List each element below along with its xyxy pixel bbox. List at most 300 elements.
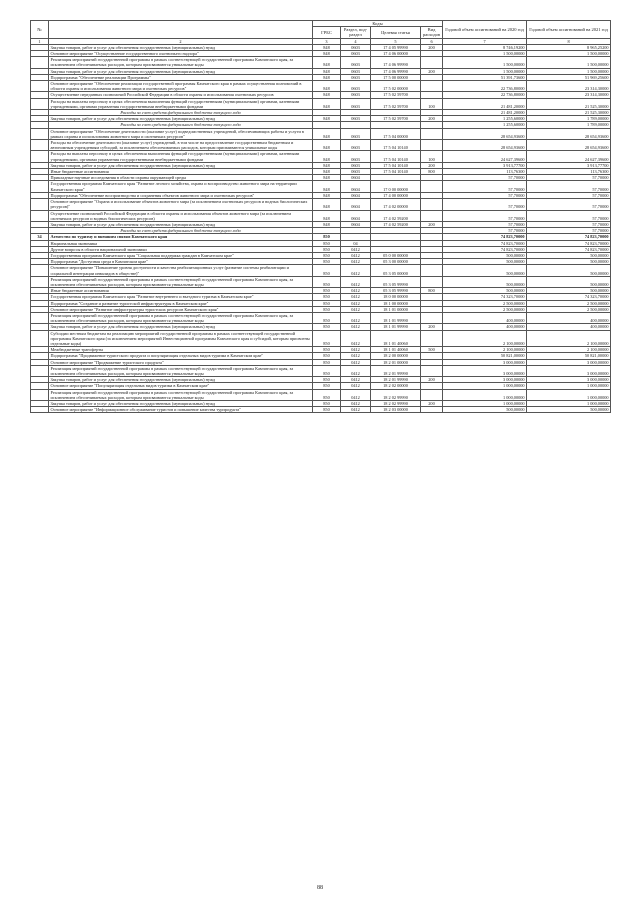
row-amount-2021-cell: 1 500,00000 <box>527 57 611 68</box>
row-amount-2020-cell: 400,00000 <box>443 324 527 330</box>
row-grbs-cell: 850 <box>313 312 341 323</box>
header-amount-2020: Годовой объем ассигнований на 2020 год <box>443 21 527 39</box>
row-grbs-cell: 850 <box>313 234 341 240</box>
row-razdel-cell: 0412 <box>341 276 371 287</box>
row-number-cell <box>31 140 49 151</box>
row-amount-2021-cell: 1 500,00000 <box>527 68 611 74</box>
row-amount-2020-cell: 22 736,80000 <box>443 81 527 92</box>
row-grbs-cell: 848 <box>313 169 341 175</box>
row-grbs-cell: 850 <box>313 300 341 306</box>
table-row <box>31 312 611 323</box>
row-grbs-cell: 848 <box>313 192 341 198</box>
header-expense-type: Вид расходов <box>421 27 443 38</box>
row-grbs-cell: 850 <box>313 288 341 294</box>
row-razdel-cell: 0603 <box>341 44 371 50</box>
row-razdel-cell: 04 <box>341 240 371 246</box>
row-razdel-cell: 0604 <box>341 175 371 181</box>
table-row <box>31 128 611 139</box>
row-amount-2020-cell: 400,00000 <box>443 312 527 323</box>
row-amount-2020-cell: 1 255,60000 <box>443 116 527 122</box>
row-target-article-cell: 18 2 03 00000 <box>371 407 421 413</box>
row-amount-2020-cell: 50 821,00000 <box>443 353 527 359</box>
row-expense-type-cell <box>421 140 443 151</box>
row-grbs-cell: 850 <box>313 401 341 407</box>
row-amount-2021-cell: 1 500,00000 <box>527 51 611 57</box>
row-name-cell: Закупка товаров, работ и услуг для обеспечения государственных (муниципальных) нужд <box>49 377 313 383</box>
row-amount-2020-cell: 1 255,60000 <box>443 122 527 128</box>
row-amount-2021-cell: 400,00000 <box>527 324 611 330</box>
col-number: 7 <box>443 38 527 44</box>
row-name-cell: Осуществление полномочий Российской Федерации в области охраны и использования объектов животного мира (за исключением охотничьих ресурсов и водных биологических ресурсов) <box>49 210 313 221</box>
row-amount-2021-cell: 2 500,00000 <box>527 300 611 306</box>
row-amount-2021-cell: 1 789,00000 <box>527 116 611 122</box>
row-target-article-cell: 18 0 00 00000 <box>371 294 421 300</box>
table-row <box>31 365 611 376</box>
table-row <box>31 330 611 347</box>
row-amount-2021-cell: 23 314,30000 <box>527 81 611 92</box>
row-razdel-cell: 0604 <box>341 192 371 198</box>
row-razdel-cell: 0412 <box>341 265 371 276</box>
row-number-cell <box>31 181 49 192</box>
table-row <box>31 98 611 109</box>
row-amount-2021-cell: 28 654,93600 <box>527 140 611 151</box>
row-expense-type-cell <box>421 81 443 92</box>
row-razdel-cell: 0412 <box>341 288 371 294</box>
row-grbs-cell: 848 <box>313 162 341 168</box>
row-amount-2020-cell: 74 823,70000 <box>443 246 527 252</box>
row-expense-type-cell: 800 <box>421 288 443 294</box>
row-amount-2020-cell: 500,00000 <box>443 259 527 265</box>
row-razdel-cell: 0412 <box>341 324 371 330</box>
row-amount-2021-cell: 500,00000 <box>527 265 611 276</box>
row-amount-2020-cell: 8 746,19200 <box>443 44 527 50</box>
row-name-cell: Государственная программа Камчатского края "Социальная поддержка граждан в Камчатском крае" <box>49 252 313 258</box>
col-number: 6 <box>421 38 443 44</box>
row-target-article-cell: 18 2 01 99990 <box>371 377 421 383</box>
row-target-article-cell: 18 2 02 99990 <box>371 389 421 400</box>
row-razdel-cell: 0603 <box>341 162 371 168</box>
row-name-cell: Прикладные научные исследования в области охраны окружающей среды <box>49 175 313 181</box>
row-razdel-cell: 0603 <box>341 140 371 151</box>
row-amount-2020-cell: 1 000,00000 <box>443 383 527 389</box>
row-expense-type-cell: 500 <box>421 347 443 353</box>
col-number: 2 <box>49 38 313 44</box>
row-amount-2021-cell: 2 100,00000 <box>527 330 611 347</box>
row-number-cell <box>31 57 49 68</box>
header-num: № <box>31 21 49 39</box>
row-amount-2021-cell: 1 000,00000 <box>527 401 611 407</box>
row-amount-2021-cell: 500,00000 <box>527 252 611 258</box>
row-grbs-cell: 850 <box>313 265 341 276</box>
row-amount-2020-cell: 500,00000 <box>443 407 527 413</box>
row-name-cell: Закупка товаров, работ и услуг для обеспечения государственных (муниципальных) нужд <box>49 162 313 168</box>
row-grbs-cell: 848 <box>313 128 341 139</box>
row-amount-2021-cell: 21 525,30000 <box>527 98 611 109</box>
row-expense-type-cell <box>421 265 443 276</box>
row-amount-2020-cell: 21 481,20000 <box>443 110 527 116</box>
row-target-article-cell: 18 1 01 00000 <box>371 306 421 312</box>
row-target-article-cell: 17 4 06 99990 <box>371 68 421 74</box>
row-amount-2021-cell: 1 000,00000 <box>527 383 611 389</box>
row-target-article-cell: 17 5 02 59700 <box>371 116 421 122</box>
row-razdel-cell: 0603 <box>341 81 371 92</box>
row-name-cell: Закупка товаров, работ и услуг для обеспечения государственных (муниципальных) нужд <box>49 44 313 50</box>
row-grbs-cell: 848 <box>313 68 341 74</box>
row-amount-2021-cell: 21 525,30000 <box>527 110 611 116</box>
row-target-article-cell: 18 2 01 99990 <box>371 365 421 376</box>
row-amount-2020-cell: 57,70000 <box>443 210 527 221</box>
row-number-cell <box>31 81 49 92</box>
header-grbs: ГРБС <box>313 27 341 38</box>
row-grbs-cell: 848 <box>313 51 341 57</box>
row-number-cell <box>31 330 49 347</box>
row-amount-2020-cell: 3 913,77700 <box>443 162 527 168</box>
row-amount-2020-cell: 57,70000 <box>443 228 527 234</box>
row-expense-type-cell: 100 <box>421 98 443 109</box>
row-grbs-cell: 848 <box>313 181 341 192</box>
row-amount-2020-cell: 1 500,00000 <box>443 68 527 74</box>
row-grbs-cell: 850 <box>313 377 341 383</box>
row-amount-2021-cell: 57,70000 <box>527 175 611 181</box>
row-number-cell <box>31 312 49 323</box>
row-amount-2021-cell: 400,00000 <box>527 312 611 323</box>
col-number: 8 <box>527 38 611 44</box>
row-expense-type-cell <box>421 128 443 139</box>
row-amount-2021-cell: 8 965,25200 <box>527 44 611 50</box>
row-target-article-cell: 18 2 01 00000 <box>371 359 421 365</box>
row-number-cell <box>31 98 49 109</box>
row-expense-type-cell: 200 <box>421 44 443 50</box>
row-name-cell: Основное мероприятие "Обеспечение деятельности (оказание услуг) подведомственных учреждений, обеспечивающих работы и услуги в рамках охраны и использования животного мира и охотничьих ресурсов" <box>49 128 313 139</box>
row-name-cell: Подпрограмма "Обеспечение реализации Программы" <box>49 74 313 80</box>
row-target-article-cell: 17 4 05 99990 <box>371 44 421 50</box>
row-name-cell: Подпрограмма "Доступная среда в Камчатском крае" <box>49 259 313 265</box>
row-amount-2021-cell: 500,00000 <box>527 276 611 287</box>
row-amount-2021-cell: 57,70000 <box>527 199 611 210</box>
row-name-cell: Закупка товаров, работ и услуг для обеспечения государственных (муниципальных) нужд <box>49 116 313 122</box>
header-target-article: Целевая статья <box>371 27 421 38</box>
row-expense-type-cell: 200 <box>421 162 443 168</box>
row-amount-2020-cell: 74 323,70000 <box>443 294 527 300</box>
table-row <box>31 57 611 68</box>
header-amount-2021: Годовой объем ассигнований на 2021 год <box>527 21 611 39</box>
table-header <box>31 21 611 45</box>
row-razdel-cell: 0412 <box>341 259 371 265</box>
row-name-cell: Основное мероприятие "Информационное обслуживание туристов и повышение качества турпродукта" <box>49 407 313 413</box>
row-amount-2020-cell: 1 000,00000 <box>443 401 527 407</box>
row-amount-2021-cell: 3 000,00000 <box>527 365 611 376</box>
row-name-cell: Государственная программа Камчатского края "Развитие внутреннего и въездного туризма в Камчатском крае" <box>49 294 313 300</box>
row-target-article-cell: 18 2 02 99990 <box>371 401 421 407</box>
row-grbs-cell: 850 <box>313 365 341 376</box>
row-name-cell: Агентство по туризму и внешним связям Камчатского края <box>49 234 313 240</box>
row-target-article-cell: 17 5 02 00000 <box>371 81 421 92</box>
row-amount-2021-cell: 500,00000 <box>527 288 611 294</box>
row-amount-2020-cell: 51 391,73600 <box>443 74 527 80</box>
row-expense-type-cell <box>421 330 443 347</box>
row-razdel-cell: 0604 <box>341 221 371 227</box>
row-grbs-cell: 850 <box>313 359 341 365</box>
row-grbs-cell: 850 <box>313 324 341 330</box>
row-razdel-cell: 0412 <box>341 401 371 407</box>
row-razdel-cell: 0603 <box>341 151 371 162</box>
row-grbs-cell: 848 <box>313 210 341 221</box>
row-amount-2020-cell: 57,70000 <box>443 175 527 181</box>
row-expense-type-cell <box>421 407 443 413</box>
row-target-article-cell: 17 5 02 59700 <box>371 98 421 109</box>
row-name-cell: Межбюджетные трансферты <box>49 347 313 353</box>
row-target-article-cell: 05 3 05 00000 <box>371 265 421 276</box>
row-grbs-cell: 848 <box>313 74 341 80</box>
row-grbs-cell: 850 <box>313 246 341 252</box>
row-name-cell: Реализация мероприятий государственной программы в рамках соответствующей государственной программы Камчатского края, за исключением обеспечиваемых расходов, которым присваиваются уникальные коды <box>49 57 313 68</box>
row-amount-2021-cell: 500,00000 <box>527 259 611 265</box>
row-amount-2020-cell: 1 500,00000 <box>443 51 527 57</box>
row-grbs-cell: 850 <box>313 240 341 246</box>
row-target-article-cell: 18 2 00 00000 <box>371 353 421 359</box>
row-expense-type-cell: 200 <box>421 324 443 330</box>
row-amount-2021-cell: 28 654,93600 <box>527 128 611 139</box>
table-row <box>31 181 611 192</box>
row-amount-2020-cell: 22 736,80000 <box>443 92 527 98</box>
row-amount-2021-cell: 74 823,70000 <box>527 234 611 240</box>
table-row <box>31 389 611 400</box>
row-amount-2021-cell: 57,70000 <box>527 221 611 227</box>
row-grbs-cell: 850 <box>313 259 341 265</box>
row-razdel-cell: 0603 <box>341 128 371 139</box>
row-name-cell: Расходы за счет средств федерального бюджета текущего года <box>49 228 313 234</box>
row-name-cell: Расходы за счет средств федерального бюджета текущего года <box>49 122 313 128</box>
row-target-article-cell: 17 5 04 10140 <box>371 140 421 151</box>
row-name-cell: Государственная программа Камчатского края "Развитие лесного хозяйства, охрана и воспроизводство животного мира на территории Камчатского края" <box>49 181 313 192</box>
row-razdel-cell: 0412 <box>341 359 371 365</box>
table-row <box>31 151 611 162</box>
row-amount-2021-cell: 2 500,00000 <box>527 306 611 312</box>
row-razdel-cell: 0412 <box>341 365 371 376</box>
row-target-article-cell: 05 3 00 00000 <box>371 259 421 265</box>
col-number: 3 <box>313 38 341 44</box>
row-grbs-cell: 850 <box>313 347 341 353</box>
row-amount-2020-cell: 74 823,70000 <box>443 234 527 240</box>
row-number-cell <box>31 199 49 210</box>
table-row <box>31 210 611 221</box>
row-amount-2021-cell: 57,70000 <box>527 210 611 221</box>
row-expense-type-cell: 200 <box>421 377 443 383</box>
table-row <box>31 199 611 210</box>
row-razdel-cell: 0603 <box>341 57 371 68</box>
row-number-cell: 34 <box>31 234 49 240</box>
col-number: 1 <box>31 38 49 44</box>
row-name-cell: Подпрограмма "Продвижение туристского продукта и популяризация отдельных видов туризма в Камчатском крае" <box>49 353 313 359</box>
row-razdel-cell: 0603 <box>341 98 371 109</box>
row-grbs-cell: 848 <box>313 140 341 151</box>
row-name-cell: Иные бюджетные ассигнования <box>49 169 313 175</box>
row-grbs-cell: 848 <box>313 199 341 210</box>
row-target-article-cell: 17 5 04 10140 <box>371 151 421 162</box>
row-amount-2021-cell: 23 314,30000 <box>527 92 611 98</box>
row-target-article-cell: 17 4 06 00000 <box>371 51 421 57</box>
row-amount-2020-cell: 28 654,93600 <box>443 140 527 151</box>
row-grbs-cell: 850 <box>313 353 341 359</box>
row-amount-2020-cell: 21 481,20000 <box>443 98 527 109</box>
row-amount-2020-cell: 2 100,00000 <box>443 347 527 353</box>
row-target-article-cell: 17 4 02 59200 <box>371 210 421 221</box>
row-expense-type-cell: 200 <box>421 401 443 407</box>
row-expense-type-cell <box>421 199 443 210</box>
row-target-article-cell: 17 0 00 00000 <box>371 181 421 192</box>
row-amount-2021-cell: 74 823,70000 <box>527 240 611 246</box>
row-amount-2020-cell: 500,00000 <box>443 276 527 287</box>
row-expense-type-cell <box>421 181 443 192</box>
row-name-cell: Национальная экономика <box>49 240 313 246</box>
row-grbs-cell: 848 <box>313 98 341 109</box>
row-name-cell: Закупка товаров, работ и услуг для обеспечения государственных (муниципальных) нужд <box>49 68 313 74</box>
table-row <box>31 407 611 413</box>
row-amount-2020-cell: 1 500,00000 <box>443 57 527 68</box>
row-number-cell <box>31 389 49 400</box>
row-razdel-cell: 0412 <box>341 407 371 413</box>
row-target-article-cell: 18 1 01 99990 <box>371 312 421 323</box>
row-number-cell <box>31 128 49 139</box>
row-razdel-cell: 0412 <box>341 389 371 400</box>
table-row <box>31 81 611 92</box>
table-row <box>31 265 611 276</box>
row-grbs-cell: 848 <box>313 116 341 122</box>
row-grbs-cell: 848 <box>313 57 341 68</box>
row-name-cell: Основное мероприятие "Развитие инфраструктуры туристских ресурсов Камчатского края" <box>49 306 313 312</box>
row-number-cell <box>31 265 49 276</box>
row-amount-2020-cell: 113,76300 <box>443 169 527 175</box>
budget-table <box>30 20 611 413</box>
row-amount-2020-cell: 1 000,00000 <box>443 389 527 400</box>
row-target-article-cell: 17 4 02 59200 <box>371 221 421 227</box>
row-number-cell <box>31 365 49 376</box>
row-target-article-cell: 18 1 01 99990 <box>371 324 421 330</box>
row-number-cell <box>31 151 49 162</box>
row-grbs-cell: 848 <box>313 92 341 98</box>
row-amount-2020-cell: 500,00000 <box>443 265 527 276</box>
row-grbs-cell: 848 <box>313 175 341 181</box>
row-name-cell: Реализация мероприятий государственной программы в рамках соответствующей государственной программы Камчатского края, за исключением обеспечиваемых расходов, которым присваиваются уникальные коды <box>49 312 313 323</box>
row-name-cell: Основное мероприятие "Охрана и использование объектов животного мира (за исключением охотничьих ресурсов и водных биологических ресурсов)" <box>49 199 313 210</box>
row-amount-2021-cell: 57,70000 <box>527 181 611 192</box>
header-razdel: Раздел, под-раздел <box>341 27 371 38</box>
row-name-cell: Расходы на обеспечение деятельности (оказание услуг) учреждений, в том числе на предоставление государственным бюджетным и автономным учреждениям субсидий, за исключением обеспечиваемых расходов, которым присваиваются уникальные коды <box>49 140 313 151</box>
row-razdel-cell: 0412 <box>341 300 371 306</box>
row-amount-2021-cell: 24 627,39600 <box>527 151 611 162</box>
row-grbs-cell: 850 <box>313 276 341 287</box>
row-target-article-cell: 05 0 00 00000 <box>371 252 421 258</box>
row-razdel-cell: 0603 <box>341 92 371 98</box>
row-amount-2021-cell: 74 823,70000 <box>527 246 611 252</box>
row-amount-2020-cell: 57,70000 <box>443 192 527 198</box>
row-amount-2020-cell: 24 627,39600 <box>443 151 527 162</box>
row-amount-2021-cell: 3 913,77700 <box>527 162 611 168</box>
row-razdel-cell: 0604 <box>341 199 371 210</box>
row-name-cell: Субсидии местным бюджетам на реализацию мероприятий государственной программы в рамках соответствующей государственной программы Камчатского края (за исключением мероприятий Инвестиционной программы Камчатского края и субсидий, которым присвоены отдельные коды) <box>49 330 313 347</box>
row-amount-2021-cell: 51 969,25600 <box>527 74 611 80</box>
row-expense-type-cell <box>421 312 443 323</box>
row-number-cell <box>31 276 49 287</box>
row-target-article-cell: 17 4 02 00000 <box>371 199 421 210</box>
row-expense-type-cell <box>421 389 443 400</box>
row-razdel-cell: 0412 <box>341 353 371 359</box>
row-razdel-cell: 0412 <box>341 306 371 312</box>
row-target-article-cell: 05 3 05 99990 <box>371 288 421 294</box>
row-name-cell: Закупка товаров, работ и услуг для обеспечения государственных (муниципальных) нужд <box>49 401 313 407</box>
row-name-cell: Реализация мероприятий государственной программы в рамках соответствующей государственной программы Камчатского края, за исключением обеспечиваемых расходов, которым присваиваются уникальные коды <box>49 365 313 376</box>
row-grbs-cell: 848 <box>313 81 341 92</box>
row-amount-2021-cell: 1 789,00000 <box>527 122 611 128</box>
row-razdel-cell: 0604 <box>341 210 371 221</box>
row-razdel-cell: 0603 <box>341 68 371 74</box>
row-name-cell: Основное мероприятие "Продвижение туристского продукта" <box>49 359 313 365</box>
row-amount-2020-cell: 57,70000 <box>443 181 527 192</box>
row-name-cell: Реализация мероприятий государственной программы в рамках соответствующей государственной программы Камчатского края, за исключением обеспечиваемых расходов, которым присваиваются уникальные коды <box>49 389 313 400</box>
row-expense-type-cell: 800 <box>421 169 443 175</box>
row-razdel-cell: 0603 <box>341 74 371 80</box>
row-amount-2020-cell: 2 500,00000 <box>443 306 527 312</box>
row-expense-type-cell: 200 <box>421 221 443 227</box>
row-amount-2021-cell: 113,76300 <box>527 169 611 175</box>
page-number: 88 <box>317 885 323 891</box>
row-amount-2021-cell: 3 000,00000 <box>527 377 611 383</box>
row-name-cell: Основное мероприятие "Популяризация отдельных видов туризма в Камчатском крае" <box>49 383 313 389</box>
row-amount-2021-cell: 74 323,70000 <box>527 294 611 300</box>
row-amount-2021-cell: 500,00000 <box>527 407 611 413</box>
row-name-cell: Закупка товаров, работ и услуг для обеспечения государственных (муниципальных) нужд <box>49 324 313 330</box>
row-razdel-cell: 0412 <box>341 252 371 258</box>
row-grbs-cell: 848 <box>313 221 341 227</box>
row-name-cell: Подпрограмма "Обеспечение воспроизводства и сохранения объектов животного мира и охотничьих ресурсов" <box>49 192 313 198</box>
row-grbs-cell: 850 <box>313 306 341 312</box>
row-expense-type-cell: 100 <box>421 151 443 162</box>
row-amount-2020-cell: 3 000,00000 <box>443 359 527 365</box>
row-amount-2021-cell: 50 821,00000 <box>527 353 611 359</box>
row-target-article-cell: 18 1 01 40060 <box>371 330 421 347</box>
row-expense-type-cell: 200 <box>421 116 443 122</box>
row-amount-2020-cell: 28 654,93600 <box>443 128 527 139</box>
row-amount-2020-cell: 3 000,00000 <box>443 377 527 383</box>
row-grbs-cell: 848 <box>313 44 341 50</box>
row-amount-2020-cell: 57,70000 <box>443 221 527 227</box>
document-page <box>30 20 610 413</box>
row-target-article-cell: 17 5 04 10140 <box>371 162 421 168</box>
row-expense-type-cell <box>421 365 443 376</box>
row-expense-type-cell <box>421 210 443 221</box>
row-name-cell: Закупка товаров, работ и услуг для обеспечения государственных (муниципальных) нужд <box>49 221 313 227</box>
row-amount-2021-cell: 2 100,00000 <box>527 347 611 353</box>
row-razdel-cell: 0412 <box>341 312 371 323</box>
row-name-cell: Основное мероприятие "Осуществление государственного охотничьего надзора" <box>49 51 313 57</box>
col-number: 5 <box>371 38 421 44</box>
row-target-article-cell: 17 5 04 00000 <box>371 128 421 139</box>
row-razdel-cell: 0603 <box>341 116 371 122</box>
row-amount-2020-cell: 2 500,00000 <box>443 300 527 306</box>
row-razdel-cell: 0412 <box>341 246 371 252</box>
row-amount-2021-cell: 57,70000 <box>527 192 611 198</box>
row-expense-type-cell <box>421 57 443 68</box>
row-target-article-cell: 17 4 00 00000 <box>371 192 421 198</box>
row-number-cell <box>31 210 49 221</box>
row-name-cell: Основное мероприятие "Повышение уровня доступности и качества реабилитационных услуг (развитие системы реабилитации и социальной интеграции инвалидов в обществе)" <box>49 265 313 276</box>
row-grbs-cell: 850 <box>313 252 341 258</box>
row-expense-type-cell <box>421 276 443 287</box>
row-name-cell: Реализация мероприятий государственной программы в рамках соответствующей государственной программы Камчатского края, за исключением обеспечиваемых расходов, которым присваиваются уникальные коды <box>49 276 313 287</box>
row-expense-type-cell: 200 <box>421 68 443 74</box>
table-row <box>31 140 611 151</box>
row-razdel-cell: 0412 <box>341 330 371 347</box>
